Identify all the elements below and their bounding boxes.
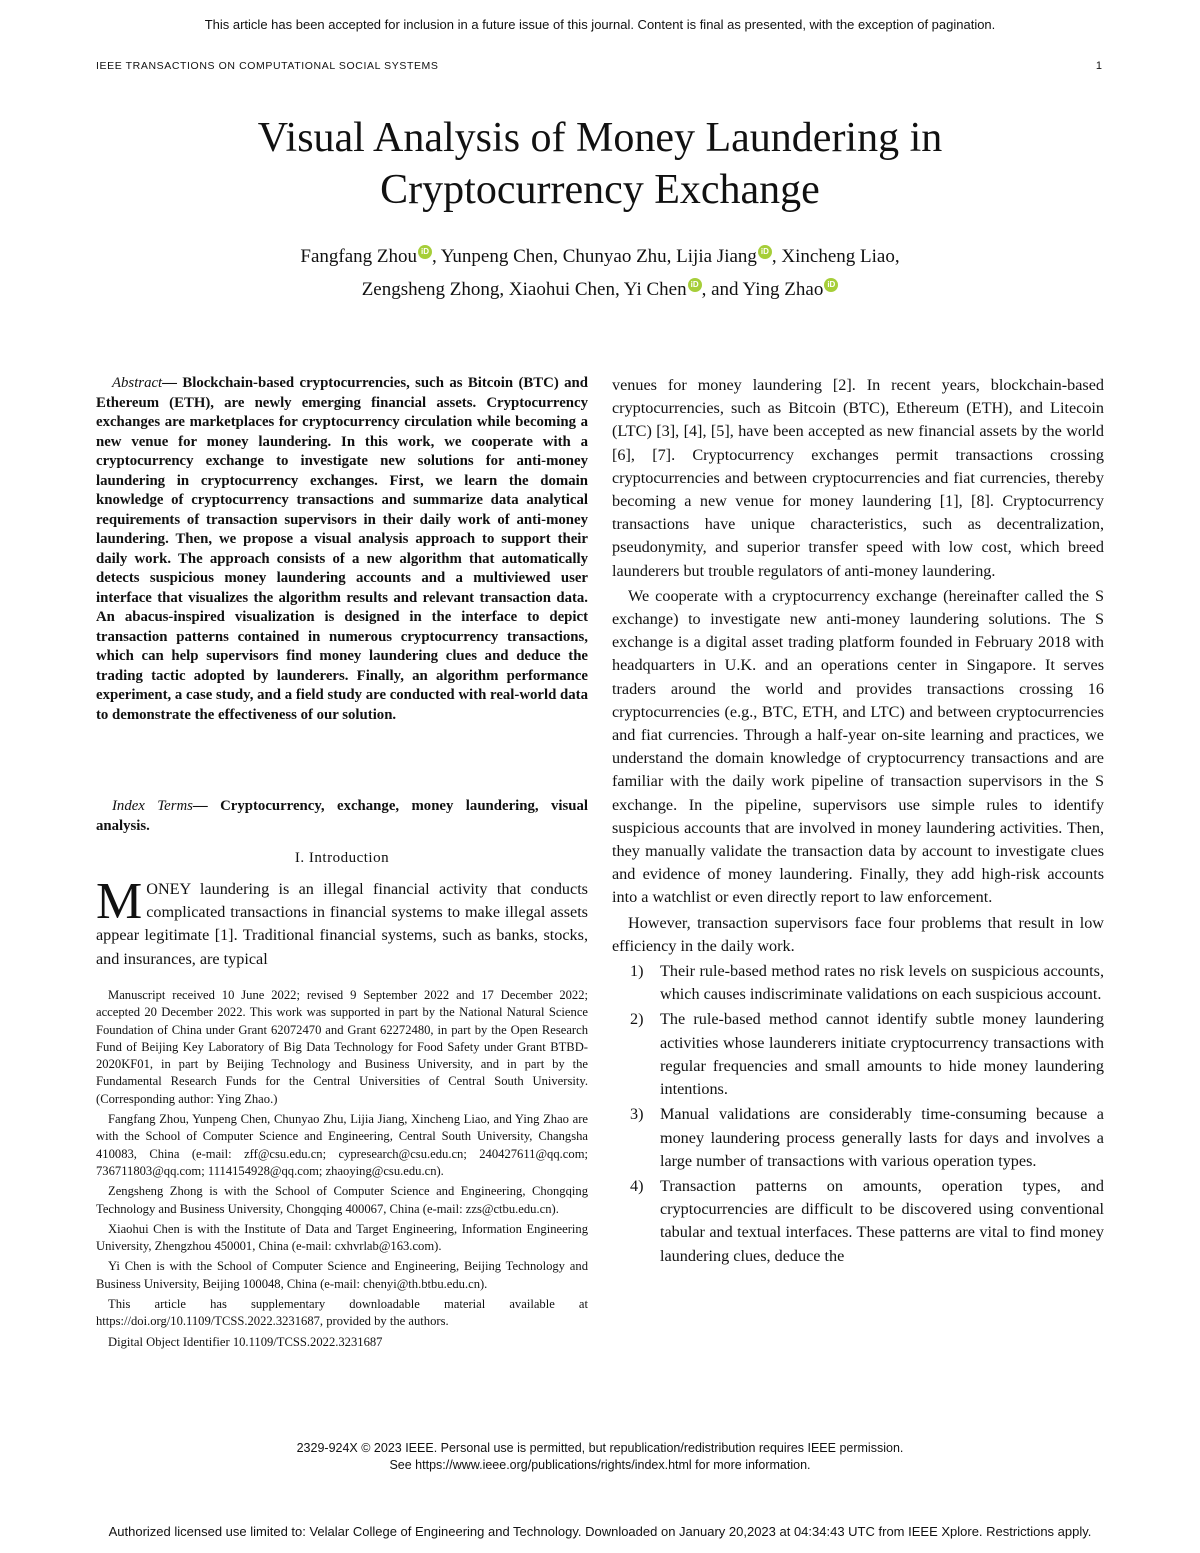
- orcid-icon[interactable]: iD: [688, 278, 702, 292]
- orcid-icon[interactable]: iD: [418, 245, 432, 259]
- list-text: Their rule-based method rates no risk levels on suspicious accounts, which causes indiscriminate validations on each suspicious account.: [660, 962, 1104, 1004]
- author-segment: Fangfang Zhou: [300, 246, 418, 267]
- footnote-affiliation: Xiaohui Chen is with the Institute of Data and Target Engineering, Information Engineering University, Zhengzhou 450001, China (e-mail: cxhvrlab@163.com).: [96, 1221, 588, 1254]
- footnote-manuscript: Manuscript received 10 June 2022; revised 9 September 2022 and 17 December 2022; accepted 20 December 2022. This work was supported in part by the National Natural Science Foundation of China under Grant 62072470 and Grant 62272480, in part by the Open Research Fund of Beijing Key Laboratory of Big Data Technology for Food Safety under Grant BTBD-2020KF01, in part by Beijing Technology and Business University, and in part by the Fundamental Research Funds for the Central Universities of Central South University. (Corresponding author: Ying Zhao.): [96, 988, 588, 1106]
- problem-list: [612, 960, 1104, 1268]
- author-segment: , and Ying Zhao: [701, 279, 824, 300]
- abstract-label: Abstract: [112, 375, 163, 391]
- body-paragraph: However, transaction supervisors face four problems that result in low efficiency in the daily work.: [612, 913, 1104, 955]
- footnote-supplementary: This article has supplementary downloadable material available at https://doi.org/10.1109/TCSS.2022.3231687, provided by the authors.: [96, 1297, 588, 1329]
- list-number: 4): [630, 1176, 644, 1195]
- intro-text: ONEY laundering is an illegal financial activity that conducts complicated transactions in financial systems to make illegal assets appear legitimate [1]. Traditional financial systems, such as banks, stocks, and insurances, are typical: [96, 880, 588, 968]
- orcid-icon[interactable]: iD: [758, 245, 772, 259]
- index-terms-text: — Cryptocurrency, exchange, money laundering, visual analysis.: [96, 798, 588, 834]
- authorized-use-notice: Authorized licensed use limited to: Velalar College of Engineering and Technology. Downloaded on January 20,2023 at 04:34:43 UTC from IEEE Xplore. Restrictions apply.: [108, 1524, 1092, 1539]
- author-segment: Zengsheng Zhong, Xiaohui Chen, Yi Chen: [361, 279, 687, 300]
- copyright-footer: [0, 1440, 1200, 1474]
- orcid-icon[interactable]: iD: [824, 278, 838, 292]
- drop-cap: M: [96, 873, 143, 930]
- body-paragraph: venues for money laundering [2]. In recent years, blockchain-based cryptocurrencies, such as Bitcoin (BTC), Ethereum (ETH), and Litecoin (LTC) [3], [4], [5], have been accepted as new financial assets by the world [6], [7]. Cryptocurrency exchanges permit transactions crossing cryptocurrencies and between cryptocurrencies and fiat currencies, thereby becoming a new venue for money laundering [1], [8]. Cryptocurrency transactions have unique characteristics, such as decentralization, pseudonymity, and superior transfer speed with low cost, which breed launderers but trouble regulators of anti-money laundering.: [612, 376, 1104, 580]
- index-terms: [96, 797, 588, 836]
- abstract-text: — Blockchain-based cryptocurrencies, such as Bitcoin (BTC) and Ethereum (ETH), are newly emerging financial assets. Cryptocurrency exchanges are marketplaces for cryptocurrency circulation while becoming a new venue for money laundering. In this work, we cooperate with a cryptocurrency exchange to investigate new solutions for anti-money laundering in cryptocurrency exchanges. First, we learn the domain knowledge of cryptocurrency transactions and summarize data analytical requirements of transaction supervisors in their daily work of anti-money laundering. Then, we propose a visual analysis approach to support their daily work. The approach consists of a new algorithm that automatically detects suspicious money laundering accounts and a multiviewed user interface that visualizes the algorithm results and relevant transaction data. An abacus-inspired visualization is designed in the interface to depict transaction patterns contained in numerous cryptocurrency transactions, which can help supervisors find money laundering clues and deduce the trading tactic adopted by launderers. Finally, an algorithm performance experiment, a case study, and a field study are conducted with real-world data to demonstrate the effectiveness of our solution.: [96, 375, 588, 723]
- list-item: [612, 1175, 1104, 1268]
- list-number: 1): [630, 962, 644, 981]
- acceptance-notice: This article has been accepted for inclusion in a future issue of this journal. Content is final as presented, with the exception of pagination.: [204, 17, 996, 32]
- paper-title: [0, 112, 1200, 216]
- list-text: Transaction patterns on amounts, operation types, and cryptocurrencies are difficult to be discovered using conventional tabular and textual interfaces. These patterns are vital to find money laundering clues, deduce the: [660, 1176, 1104, 1265]
- footnote-affiliation: Yi Chen is with the School of Computer Science and Engineering, Beijing Technology and Business University, Beijing 100048, China (e-mail: chenyi@th.btbu.edu.cn).: [96, 1259, 588, 1291]
- list-text: Manual validations are considerably time-consuming because a money laundering process generally lasts for days and involves a large number of transactions with various operation types.: [660, 1105, 1104, 1170]
- running-head: IEEE TRANSACTIONS ON COMPUTATIONAL SOCIAL SYSTEMS: [96, 60, 439, 72]
- author-line-1: [0, 240, 1200, 273]
- intro-paragraph: [96, 873, 588, 971]
- section-heading: I. Introduction: [294, 850, 390, 866]
- page-number: 1: [1095, 60, 1102, 72]
- abstract: [96, 374, 588, 725]
- list-text: The rule-based method cannot identify subtle money laundering activities whose launderers initiate cryptocurrency transactions with regular frequencies and small amounts to hide money laundering intentions.: [660, 1010, 1104, 1099]
- copyright-line: 2329-924X © 2023 IEEE. Personal use is permitted, but republication/redistribution requires IEEE permission.: [296, 1441, 904, 1455]
- author-line-2: [0, 273, 1200, 306]
- index-terms-label: Index Terms: [112, 798, 193, 814]
- author-segment: , Xincheng Liao,: [771, 246, 900, 267]
- list-number: 2): [630, 1010, 644, 1029]
- title-line-2: Cryptocurrency Exchange: [380, 167, 820, 213]
- footnote-affiliation: Fangfang Zhou, Yunpeng Chen, Chunyao Zhu, Lijia Jiang, Xincheng Liao, and Ying Zhao are with the School of Computer Science and Engineering, Central South University, Changsha 410083, China (e-mail: zff@csu.edu.cn; cypresearch@csu.edu.cn; 240427611@qq.com; 736711803@qq.com; 1114154928@qq.com; zhaoying@csu.edu.cn).: [96, 1112, 588, 1178]
- list-item: [612, 1103, 1104, 1173]
- rights-link-line: See https://www.ieee.org/publications/rights/index.html for more information.: [389, 1458, 811, 1472]
- footnote-affiliation: Zengsheng Zhong is with the School of Computer Science and Engineering, Chongqing Technology and Business University, Chongqing 400067, China (e-mail: zzs@ctbu.edu.cn).: [96, 1184, 588, 1216]
- title-line-1: Visual Analysis of Money Laundering in: [257, 115, 943, 161]
- list-number: 3): [630, 1105, 644, 1124]
- list-item: [612, 960, 1104, 1006]
- body-paragraph: We cooperate with a cryptocurrency exchange (hereinafter called the S exchange) to investigate new anti-money laundering solutions. The S exchange is a digital asset trading platform founded in February 2018 with headquarters in U.K. and an operations center in Singapore. It serves traders around the world and provides transactions crossing 16 cryptocurrencies (e.g., BTC, ETH, and LTC) and between cryptocurrencies and fiat currencies. Through a half-year on-site learning and practices, we understand the domain knowledge of cryptocurrency transactions and are familiar with the daily work pipeline of transaction supervisors in the S exchange. In the pipeline, supervisors use simple rules to identify suspicious accounts that are involved in money laundering activities. Then, they manually validate the transaction data by account to investigate clues and evidence of money laundering. Finally, they add high-risk accounts into a watchlist or even directly report to law enforcement.: [612, 586, 1104, 907]
- footnote-doi: Digital Object Identifier 10.1109/TCSS.2022.3231687: [108, 1334, 383, 1349]
- author-segment: , Yunpeng Chen, Chunyao Zhu, Lijia Jiang: [432, 246, 757, 267]
- list-item: [612, 1008, 1104, 1101]
- right-column: [612, 374, 1104, 1270]
- author-list: [0, 240, 1200, 306]
- footnotes: [96, 987, 588, 1354]
